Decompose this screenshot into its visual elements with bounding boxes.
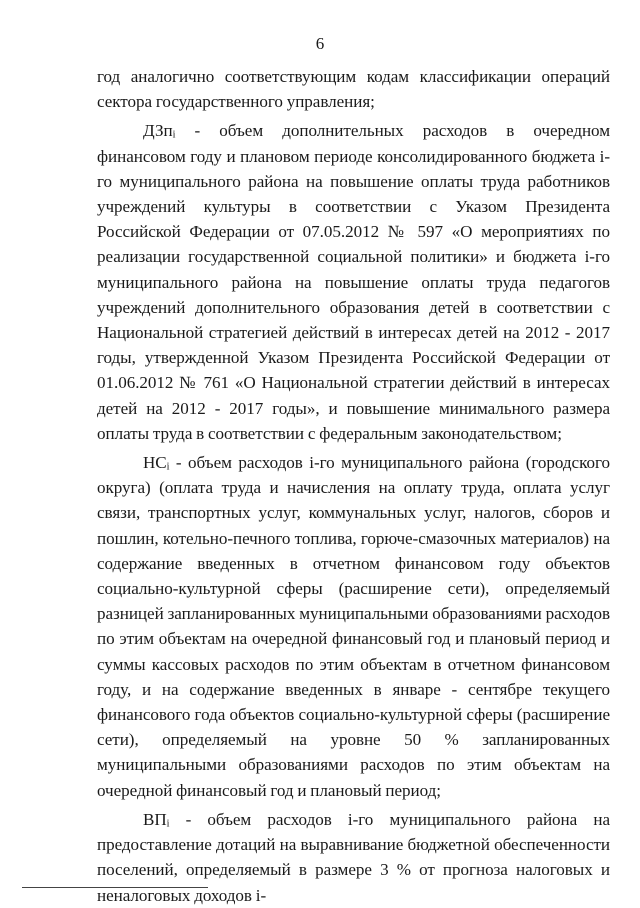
paragraph-continuation: год аналогично соответствующим кодам классификации операций сектора государственного управления;	[97, 67, 610, 112]
paragraph-nsi-definition: НСᵢ - объем расходов i-го муниципального района (городского округа) (оплата труда и начисления на оплату труда, оплата услуг связи, транспортных услуг, коммунальных услуг, налогов, сборов и пошлин, котельно-печного топлива, горюче-смазочных материалов) на содержание введенных в отчетном финансовом году объектов социально-культурной сферы (расширение сети), определяемый разницей запланированных муниципальными образованиями расходов по этим объектам на очередной финансовый год и плановый период и суммы кассовых расходов по этим объектам в отчетном финансовом году, и на содержание введенных в январе - сентябре текущего финансового года объектов социально-культурной сферы (расширение сети), определяемый на уровне 50 % запланированных муниципальными образованиями расходов по этим объектам на очередной финансовый год и плановый период;	[97, 453, 610, 800]
paragraph-dzp-definition: ДЗпᵢ - объем дополнительных расходов в очередном финансовом году и плановом периоде консолидированного бюджета i-го муниципального района на повышение оплаты труда работников учреждений культуры в соответствии с Указом Президента Российской Федерации от 07.05.2012 № 597 «О мероприятиях по реализации государственной социальной политики» и бюджета i-го муниципального района на повышение оплаты труда педагогов учреждений дополнительного образования детей в соответствии с Национальной стратегией действий в интересах детей на 2012 - 2017 годы, утвержденной Указом Президента Российской Федерации от 01.06.2012 № 761 «О Национальной стратегии действий в интересах детей на 2012 - 2017 годы», и повышение минимального размера оплаты труда в соответствии с федеральным законодательством;	[97, 121, 610, 443]
page-number: 6	[315, 34, 325, 53]
paragraph-vpi-definition: ВПᵢ - объем расходов i-го муниципального района на предоставление дотаций на выравнивание бюджетной обеспеченности поселений, определяемый в размере 3 % от прогноза налоговых и неналоговых доходов i-	[97, 809, 610, 905]
document-body	[97, 64, 610, 908]
footnote-separator-line	[22, 887, 208, 888]
